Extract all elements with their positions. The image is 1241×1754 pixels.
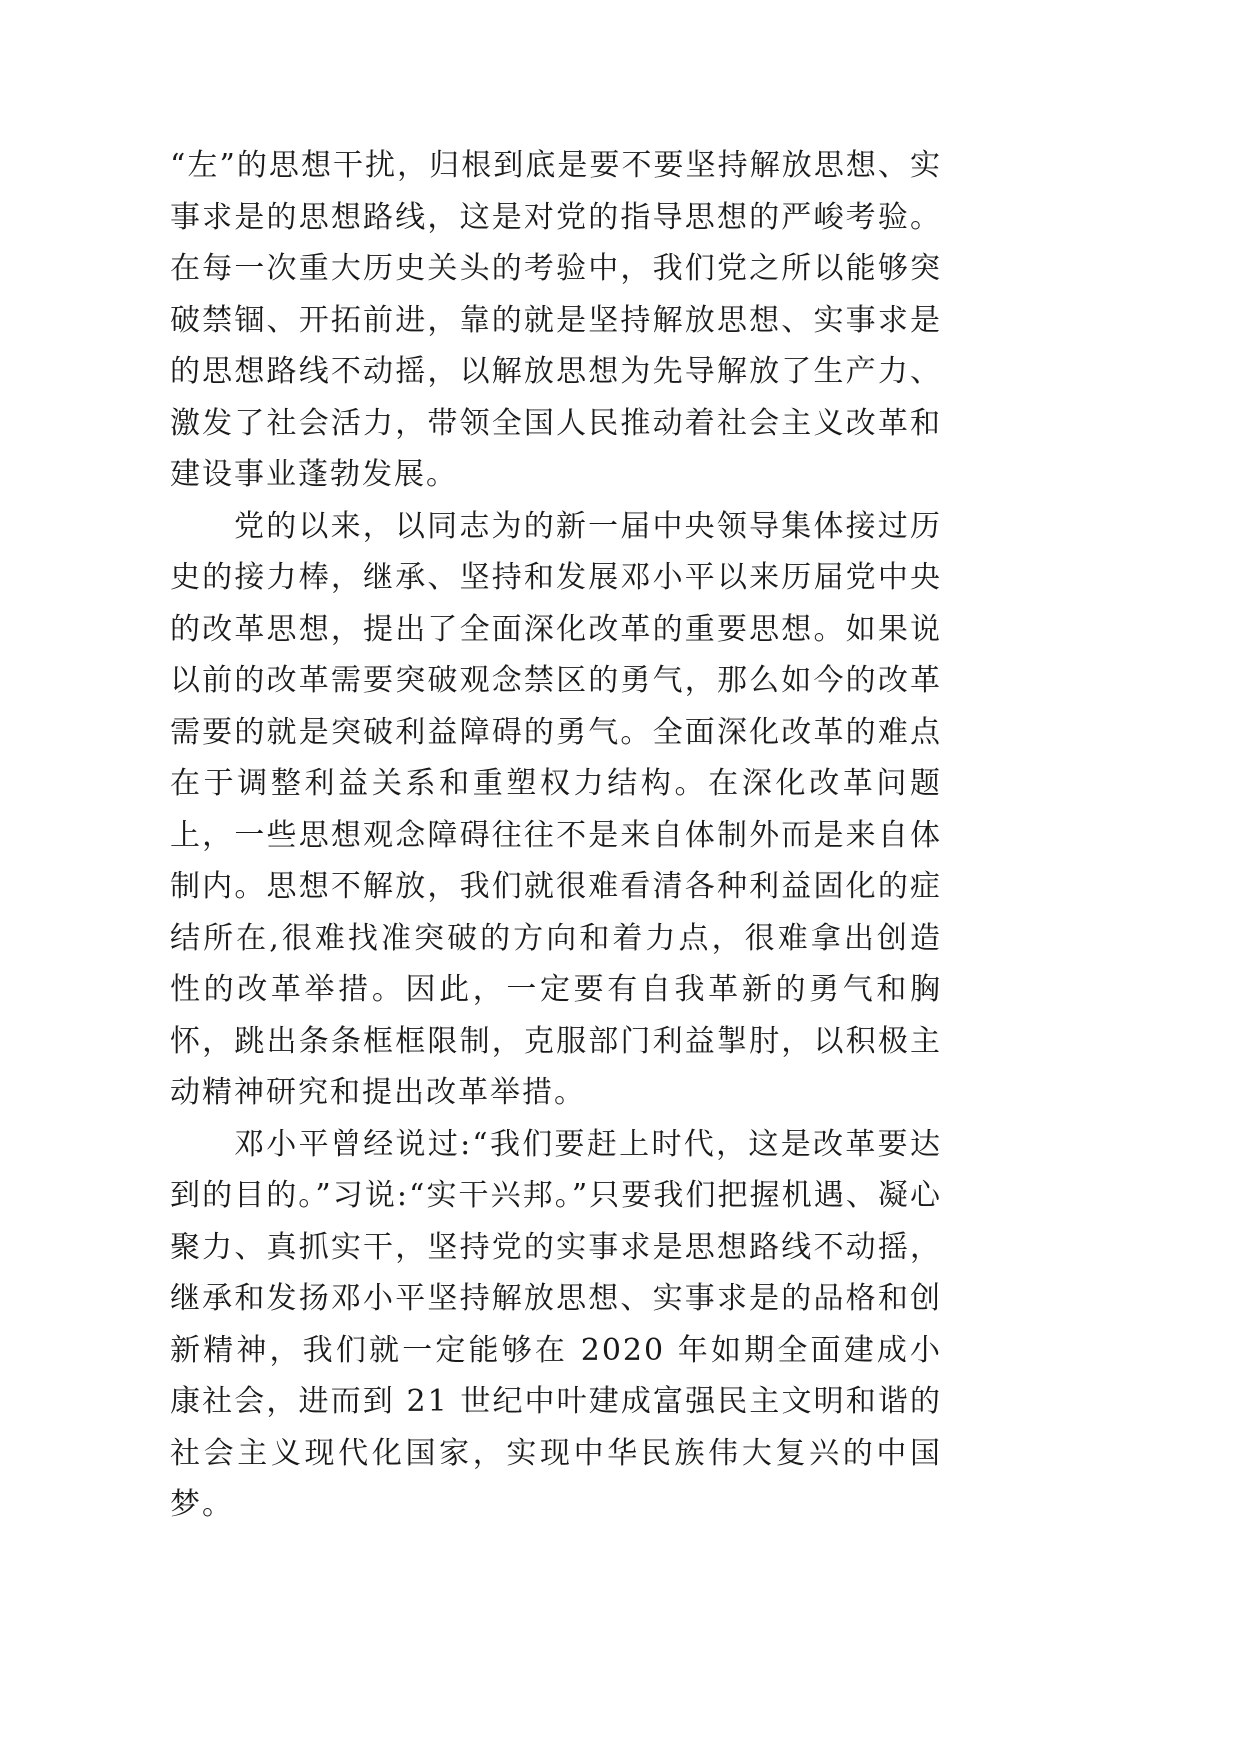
paragraph-1: “左”的思想干扰，归根到底是要不要坚持解放思想、实事求是的思想路线，这是对党的指导思想的严峻考验。在每一次重大历史关头的考验中，我们党之所以能够突破禁锢、开拓前进，靠的就是坚持解放思想、实事求是的思想路线不动摇，以解放思想为先导解放了生产力、激发了社会活力，带领全国人民推动着社会主义改革和建设事业蓬勃发展。 — [170, 148, 942, 492]
paragraph-3: 邓小平曾经说过:“我们要赶上时代，这是改革要达到的目的。”习说:“实干兴邦。”只要我们把握机遇、凝心聚力、真抓实干，坚持党的实事求是思想路线不动摇，继承和发扬邓小平坚持解放思想、实事求是的品格和创新精神，我们就一定能够在 2020 年如期全面建成小康社会，进而到 21 世纪中叶建成富强民主文明和谐的社会主义现代化国家，实现中华民族伟大复兴的中国梦。 — [170, 1126, 942, 1522]
document-body — [170, 140, 942, 1531]
paragraph-2: 党的以来，以同志为的新一届中央领导集体接过历史的接力棒，继承、坚持和发展邓小平以来历届党中央的改革思想，提出了全面深化改革的重要思想。如果说以前的改革需要突破观念禁区的勇气，那么如今的改革需要的就是突破利益障碍的勇气。全面深化改革的难点在于调整利益关系和重塑权力结构。在深化改革问题上，一些思想观念障碍往往不是来自体制外而是来自体制内。思想不解放，我们就很难看清各种利益固化的症结所在,很难找准突破的方向和着力点，很难拿出创造性的改革举措。因此，一定要有自我革新的勇气和胸怀，跳出条条框框限制，克服部门利益掣肘，以积极主动精神研究和提出改革举措。 — [170, 508, 942, 1110]
